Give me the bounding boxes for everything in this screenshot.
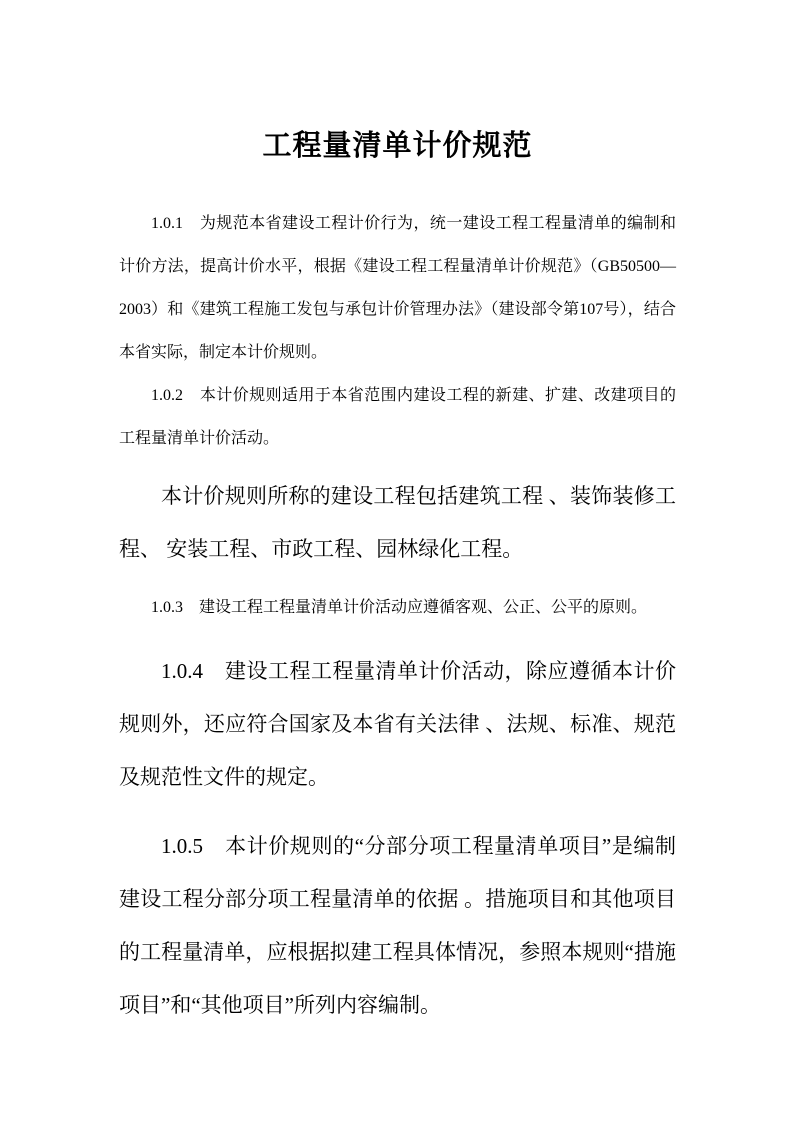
paragraph-1-0-1: 1.0.1 为规范本省建设工程计价行为，统一建设工程工程量清单的编制和计价方法，提高计价水平，根据《建设工程工程量清单计价规范》（GB50500—2003）和《建筑工程施工发包与承包计价管理办法》（建设部令第107号），结合本省实际，制定本计价规则。	[119, 214, 676, 361]
paragraph-1-0-2-note: 本计价规则所称的建设工程包括建筑工程 、装饰装修工程、 安装工程、市政工程、园林绿化工程。	[119, 483, 676, 561]
paragraph-1-0-5: 1.0.5 本计价规则的“分部分项工程量清单项目”是编制建设工程分部分项工程量清单的依据 。措施项目和其他项目的工程量清单，应根据拟建工程具体情况，参照本规则“措施项目”和“其他项目”所列内容编制。	[119, 833, 676, 1017]
paragraph-1-0-2: 1.0.2 本计价规则适用于本省范围内建设工程的新建、扩建、改建项目的工程量清单计价活动。	[119, 386, 676, 447]
paragraph-1-0-3: 1.0.3 建设工程工程量清单计价活动应遵循客观、公正、公平的原则。	[151, 598, 648, 616]
paragraph-1-0-4: 1.0.4 建设工程工程量清单计价活动，除应遵循本计价规则外，还应符合国家及本省有关法律 、法规、标准、规范及规范性文件的规定。	[119, 658, 676, 789]
document-title: 工程量清单计价规范	[262, 130, 533, 162]
